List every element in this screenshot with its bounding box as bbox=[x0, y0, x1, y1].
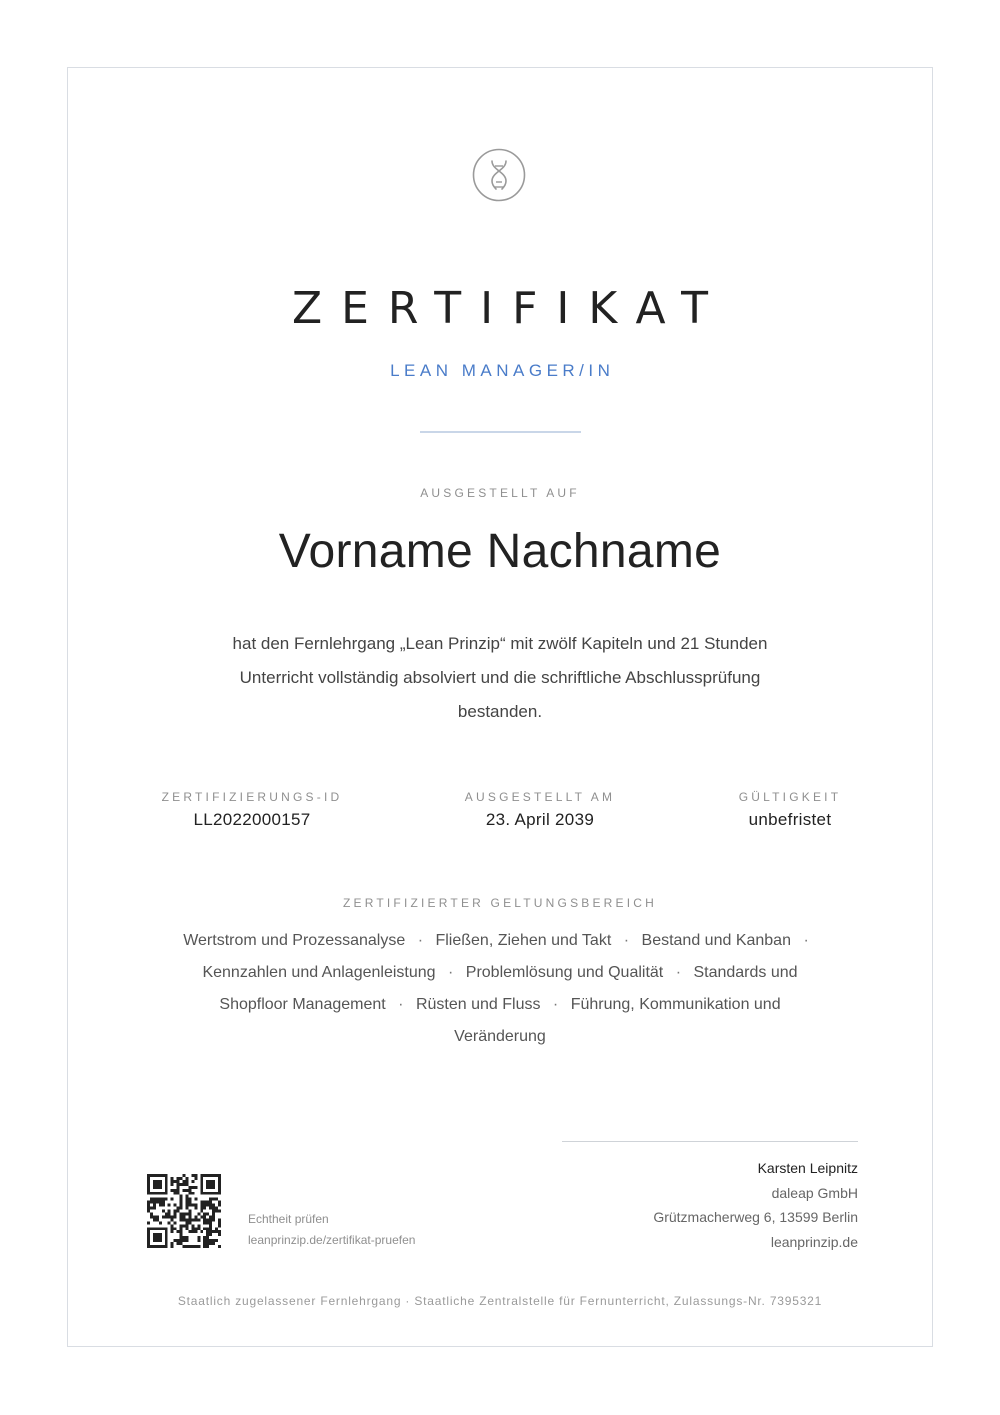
certification-id-label: ZERTIFIZIERUNGS-ID bbox=[161, 790, 343, 804]
issue-date-value: 23. April 2039 bbox=[485, 810, 595, 829]
scope-label: ZERTIFIZIERTER GELTUNGSBEREICH bbox=[342, 896, 658, 910]
signer-name: Karsten Leipnitz bbox=[757, 1160, 858, 1176]
signature-line bbox=[562, 1141, 858, 1142]
scope-list bbox=[180, 925, 820, 1053]
verification-label: Echtheit prüfen bbox=[248, 1212, 329, 1226]
title-divider bbox=[420, 431, 581, 433]
verification-url[interactable]: leanprinzip.de/zertifikat-pruefen bbox=[248, 1233, 416, 1247]
scope-item: Führung, Kommunikation und Veränderung bbox=[454, 996, 781, 1045]
certificate-title: ZERTIFIKAT bbox=[291, 283, 728, 334]
dna-helix-icon bbox=[472, 148, 526, 202]
meta-certification-id bbox=[152, 790, 352, 830]
scope-separator: · bbox=[623, 932, 630, 949]
recipient-name: Vorname Nachname bbox=[278, 525, 722, 578]
certification-id-value: LL2022000157 bbox=[193, 810, 311, 829]
scope-item: Rüsten und Fluss bbox=[415, 996, 541, 1013]
scope-separator: · bbox=[803, 932, 809, 949]
scope-separator: · bbox=[448, 964, 454, 981]
scope-item: Bestand und Kanban bbox=[641, 932, 791, 949]
qr-code-icon[interactable] bbox=[147, 1174, 221, 1248]
certificate-body-text: hat den Fernlehrgang „Lean Prinzip“ mit zwölf Kapiteln und 21 Stunden Unterricht vollständig absolviert und die schriftliche Abschlussprüfung bestanden. bbox=[232, 634, 768, 721]
scope-separator: · bbox=[398, 996, 404, 1013]
validity-label: GÜLTIGKEIT bbox=[738, 790, 842, 804]
scope-separator: · bbox=[552, 996, 559, 1013]
signer-company: daleap GmbH bbox=[771, 1184, 858, 1201]
scope-item: Kennzahlen und Anlagenleistung bbox=[202, 964, 436, 981]
scope-item: Wertstrom und Prozessanalyse bbox=[183, 932, 406, 949]
meta-issue-date bbox=[440, 790, 640, 830]
signature-block bbox=[653, 1156, 858, 1254]
scope-separator: · bbox=[417, 932, 424, 949]
signer-address: Grützmacherweg 6, 13599 Berlin bbox=[653, 1209, 858, 1225]
scope-item: Fließen, Ziehen und Takt bbox=[435, 932, 612, 949]
validity-value: unbefristet bbox=[748, 810, 832, 829]
scope-separator: · bbox=[675, 964, 682, 981]
issue-date-label: AUSGESTELLT AM bbox=[464, 790, 616, 804]
verification-block bbox=[248, 1209, 415, 1251]
issued-to-label: AUSGESTELLT AUF bbox=[420, 486, 580, 500]
certificate-subtitle: LEAN MANAGER/IN bbox=[390, 361, 615, 380]
meta-validity bbox=[690, 790, 890, 830]
footer-accreditation: Staatlich zugelassener Fernlehrgang · Staatliche Zentralstelle für Fernunterricht, Zulassungs-Nr. 7395321 bbox=[177, 1294, 823, 1308]
signer-website[interactable]: leanprinzip.de bbox=[770, 1233, 858, 1250]
scope-item: Problemlösung und Qualität bbox=[465, 964, 664, 981]
scope-item: Standards und Shopfloor Management bbox=[219, 964, 798, 1013]
